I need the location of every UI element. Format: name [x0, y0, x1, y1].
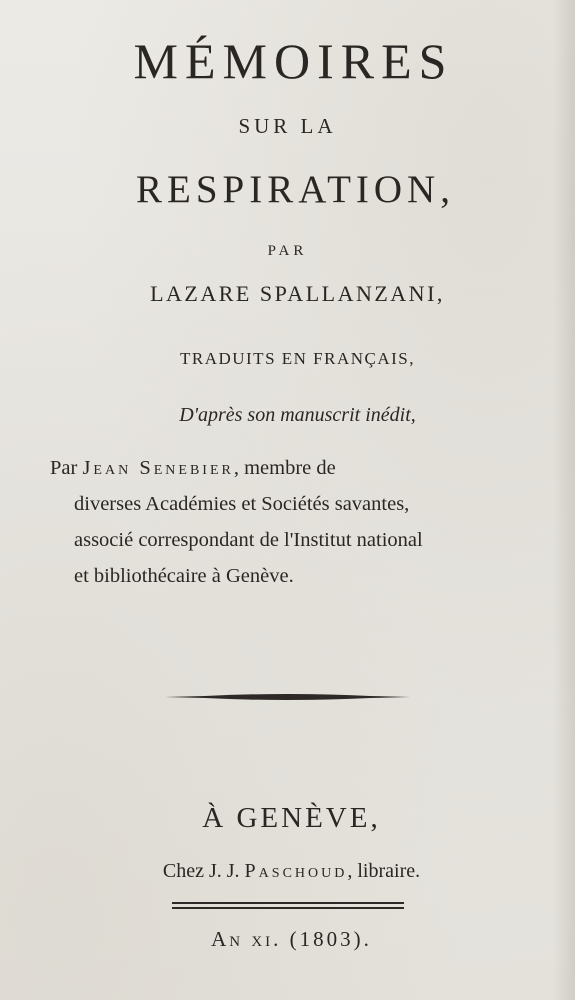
- page-edge-shadow: [553, 0, 575, 1000]
- title-line-2: SUR LA: [238, 114, 337, 138]
- translator-prefix: Par: [50, 457, 78, 479]
- translator-line-1: [50, 450, 550, 486]
- imprint-publisher: [4, 861, 575, 881]
- by-label: PAR: [267, 243, 308, 259]
- publisher-name: Paschoud: [244, 860, 348, 882]
- translator-name: Jean Senebier: [82, 457, 234, 479]
- translator-line-3: associé correspondant de l'Institut national: [74, 529, 423, 551]
- title-line-1: MÉMOIRES: [133, 33, 454, 89]
- translator-line-4: et bibliothécaire à Genève.: [74, 565, 294, 587]
- double-rule-bottom: [172, 907, 404, 909]
- author-name: LAZARE SPALLANZANI,: [150, 281, 445, 306]
- manuscript-note: D'après son manuscrit inédit,: [179, 404, 416, 426]
- imprint-city: À GENÈVE,: [202, 802, 381, 834]
- publisher-suffix: , libraire.: [347, 860, 421, 882]
- translator-paragraph: [50, 450, 550, 594]
- double-rule-top: [172, 902, 404, 904]
- publisher-prefix: Chez J. J.: [162, 860, 240, 882]
- title-line-3: RESPIRATION,: [136, 168, 455, 211]
- ornamental-rule: [165, 690, 410, 704]
- translator-line-2: diverses Académies et Sociétés savantes,: [74, 493, 410, 515]
- translated-note: TRADUITS EN FRANÇAIS,: [179, 349, 416, 368]
- translator-suffix: , membre de: [233, 457, 336, 479]
- double-rule: [172, 902, 404, 910]
- imprint-year: An xi. (1803).: [211, 927, 372, 951]
